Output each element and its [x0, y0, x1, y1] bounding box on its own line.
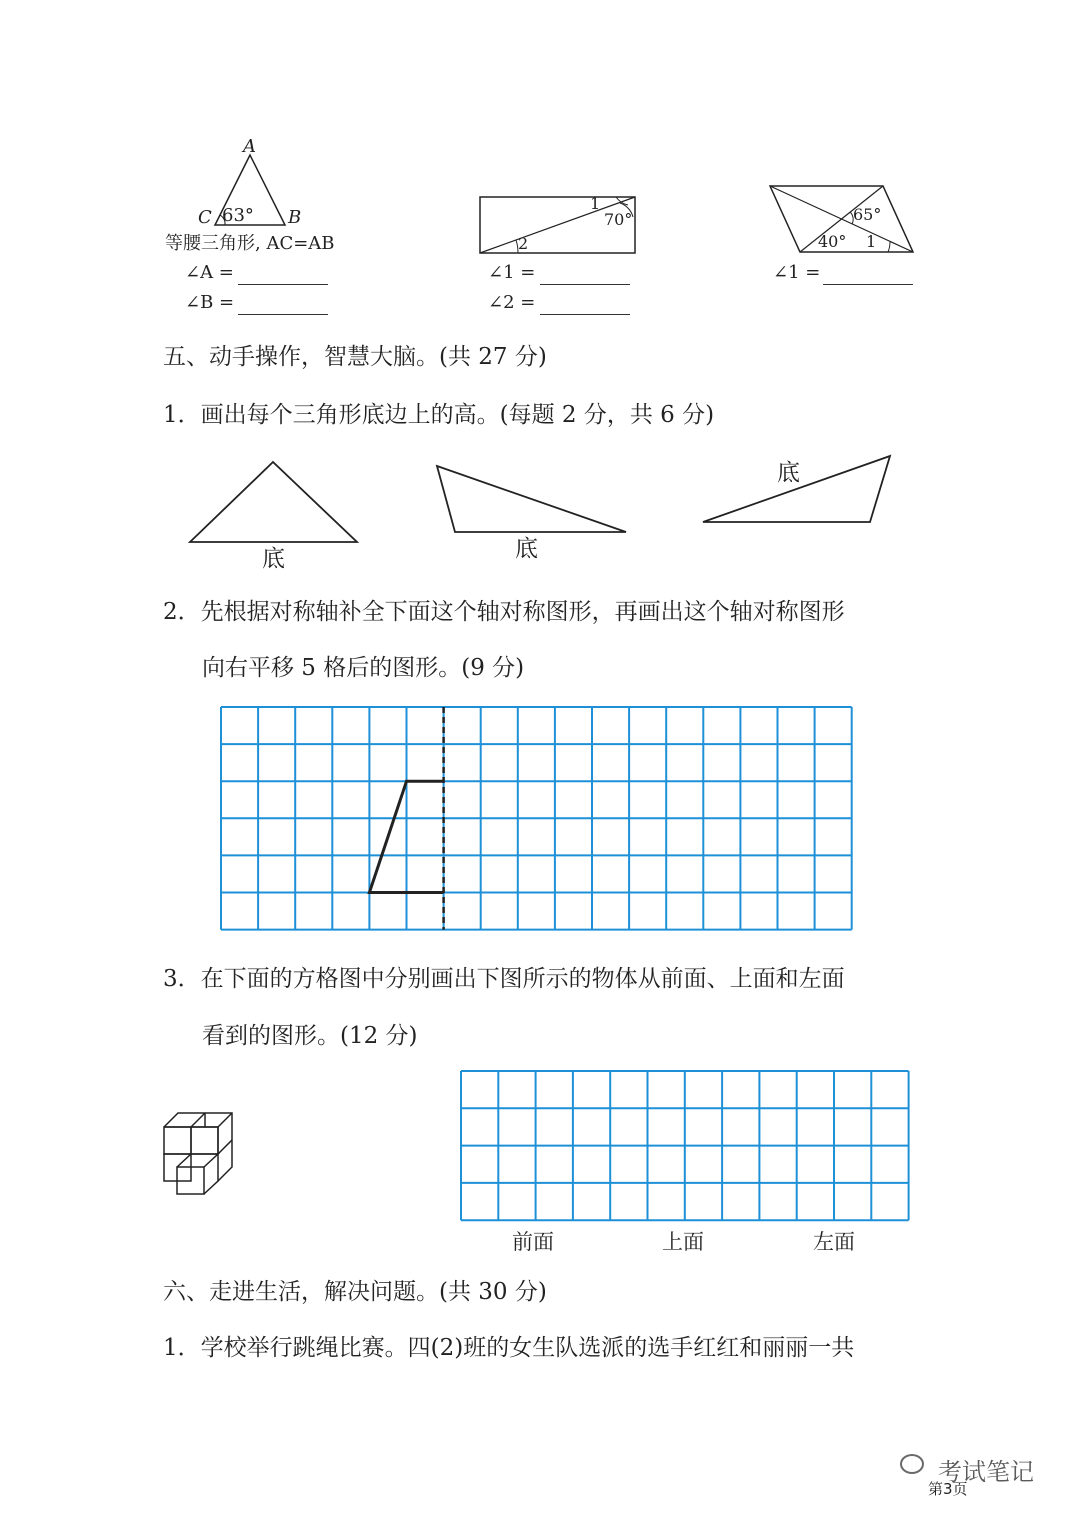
views-grid[interactable] — [458, 1068, 918, 1228]
answer-blank-angle-b[interactable] — [238, 314, 328, 315]
base-label-3: 底 — [777, 460, 800, 486]
base-label-1: 底 — [262, 546, 285, 572]
vertex-b-label: B — [288, 207, 302, 228]
q3-line2: 看到的图形。(12 分) — [202, 1023, 418, 1049]
section6-heading: 六、走进生活，解决问题。(共 30 分) — [163, 1279, 547, 1305]
vertex-c-label: C — [198, 207, 212, 228]
angle-65-value: 65° — [853, 205, 882, 224]
watermark-text: 考试笔记 — [938, 1458, 1034, 1486]
angle-2-label: 2 — [518, 234, 529, 253]
isosceles-triangle-figure — [195, 136, 355, 230]
angle-40-value: 40° — [818, 232, 847, 251]
angle-a-prompt-text: ∠A = — [185, 262, 234, 283]
q2-line2: 向右平移 5 格后的图形。(9 分) — [202, 655, 525, 681]
vertex-a-label: A — [243, 136, 256, 157]
q1-text: 1．画出每个三角形底边上的高。(每题 2 分，共 6 分) — [163, 402, 715, 428]
angle-c-value: 63° — [222, 205, 254, 226]
q2-line1: 2．先根据对称轴补全下面这个轴对称图形，再画出这个轴对称图形 — [163, 599, 845, 625]
base-label-2: 底 — [515, 536, 538, 562]
section6-q1-line1: 1．学校举行跳绳比赛。四(2)班的女生队选派的选手红红和丽丽一共 — [163, 1335, 855, 1361]
figure-caption: 等腰三角形, AC=AB — [165, 233, 335, 254]
page-number: 第3页 — [928, 1480, 968, 1498]
angle-b-prompt-text: ∠B = — [185, 292, 235, 313]
symmetry-grid[interactable] — [218, 704, 858, 944]
view-top-label: 上面 — [662, 1230, 704, 1254]
angle-1-prompt-fig3 — [773, 264, 820, 282]
angle-1-prompt-text: ∠1 = — [488, 262, 536, 283]
angle-2-prompt — [488, 294, 535, 312]
angle-1-prompt — [488, 264, 535, 282]
answer-blank-angle-a[interactable] — [238, 284, 328, 285]
answer-blank-angle-2[interactable] — [540, 314, 630, 315]
section5-heading: 五、动手操作，智慧大脑。(共 27 分) — [163, 344, 547, 370]
answer-blank-angle-1-fig3[interactable] — [823, 284, 913, 285]
cube-stack-figure — [160, 1105, 240, 1195]
view-left-label: 左面 — [813, 1230, 855, 1254]
angle-1-label-fig3: 1 — [866, 232, 877, 251]
wechat-icon — [900, 1454, 924, 1474]
view-front-label: 前面 — [512, 1230, 554, 1254]
watermark — [900, 1440, 1060, 1500]
triangle-1[interactable] — [190, 462, 357, 542]
angle-2-prompt-text: ∠2 = — [488, 292, 536, 313]
triangle-2[interactable] — [437, 466, 626, 532]
angle-b-prompt — [185, 294, 234, 312]
answer-blank-angle-1[interactable] — [540, 284, 630, 285]
angle-1-label: 1 — [590, 194, 601, 213]
angle-70-value: 70° — [604, 210, 633, 229]
q3-line1: 3．在下面的方格图中分别画出下图所示的物体从前面、上面和左面 — [163, 966, 845, 992]
angle-1-prompt-fig3-text: ∠1 = — [773, 262, 821, 283]
angle-a-prompt — [185, 264, 234, 282]
